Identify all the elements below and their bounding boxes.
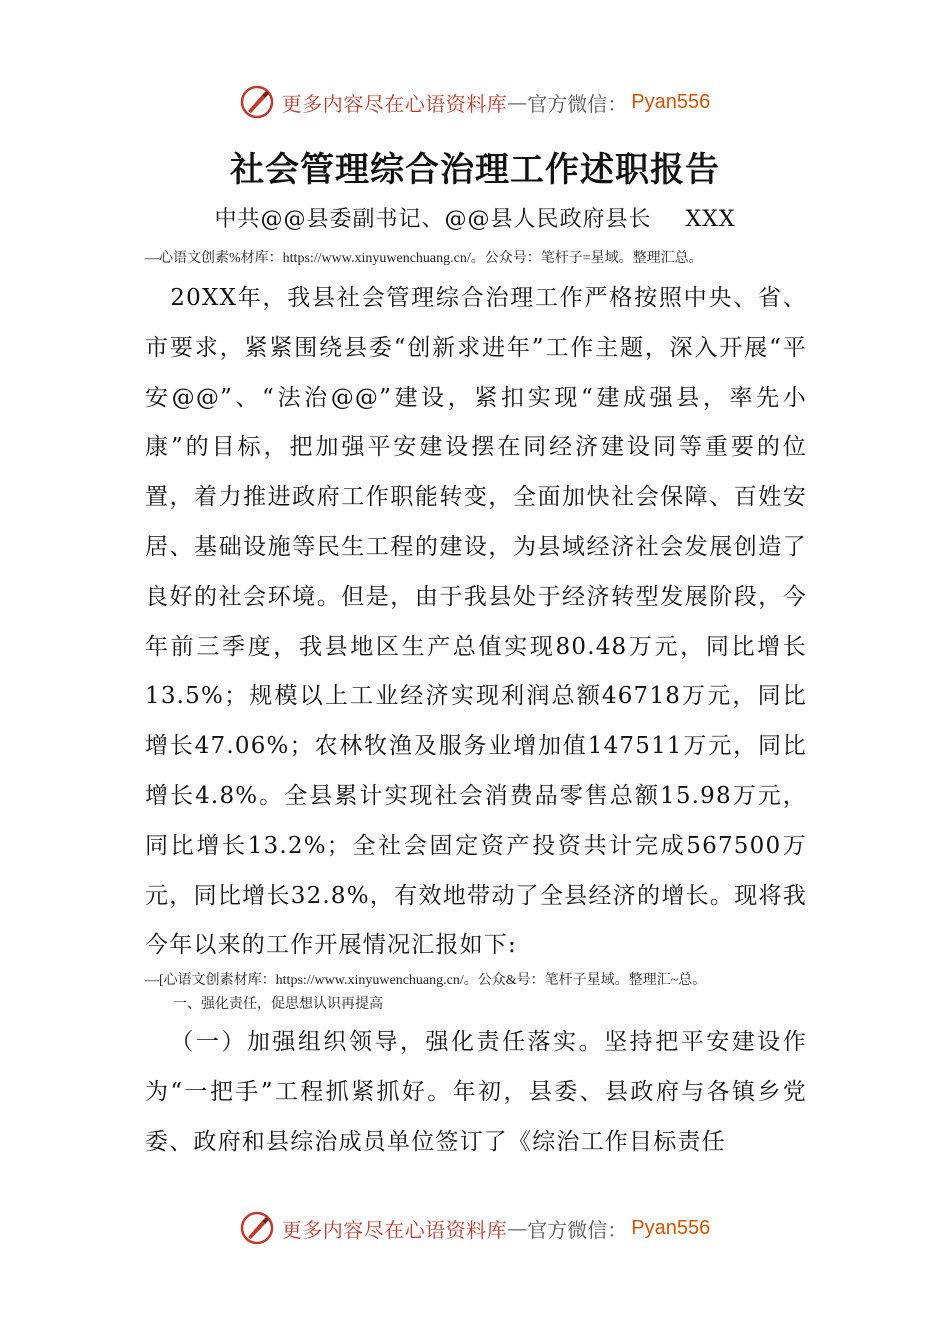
document-title: 社会管理综合治理工作述职报告 bbox=[230, 150, 720, 190]
pen-logo-icon bbox=[240, 85, 274, 119]
section-heading-1: 一、强化责任，促思想认识再提高 bbox=[173, 996, 383, 1012]
banner-wechat-label: 官方微信： bbox=[527, 1217, 628, 1242]
banner-text: 更多内容尽在心语资料库 bbox=[281, 1217, 508, 1242]
author-position: 中共@@县委副书记、@@县人民政府县长 bbox=[214, 207, 652, 232]
header-banner bbox=[0, 82, 950, 122]
banner-dash: — bbox=[507, 1216, 528, 1240]
footer-banner bbox=[0, 1208, 950, 1248]
pen-logo-icon bbox=[240, 1211, 274, 1245]
banner-wechat-id: Pyan556 bbox=[631, 90, 711, 113]
author-name: XXX bbox=[685, 207, 736, 232]
banner-wechat-label: 官方微信： bbox=[527, 91, 628, 116]
banner-dash: — bbox=[507, 90, 528, 114]
author-line bbox=[0, 202, 950, 233]
source-note-2: —[心语文创素材库：https://www.xinyuwenchuang.cn/。公众&号：笔杆子星域。整理汇~总。 bbox=[145, 973, 707, 988]
body-paragraph-1: 20XX年，我县社会管理综合治理工作严格按照中央、省、市要求，紧紧围绕县委“创新求进年”工作主题，深入开展“平安@@”、“法治@@”建设，紧扣实现“建成强县，率先小康”的目标，把加强平安建设摆在同经济建设同等重要的位置，着力推进政府工作职能转变，全面加快社会保障、百姓安居、基础设施等民生工程的建设，为县域经济社会发展创造了良好的社会环境。但是，由于我县处于经济转型发展阶段，今年前三季度，我县地区生产总值实现80.48万元，同比增长13.5%；规模以上工业经济实现利润总额46718万元，同比增长47.06%；农林牧渔及服务业增加值147511万元，同比增长4.8%。全县累计实现社会消费品零售总额15.98万元，同比增长13.2%；全社会固定资产投资共计完成567500万元，同比增长32.8%，有效地带动了全县经济的增长。现将我今年以来的工作开展情况汇报如下: bbox=[145, 285, 807, 959]
body-paragraph-2: （一）加强组织领导，强化责任落实。坚持把平安建设作为“一把手”工程抓紧抓好。年初，县委、县政府与各镇乡党委、政府和县综治成员单位签订了《综治工作目标责任 bbox=[145, 1029, 807, 1155]
source-note-1: —心语文创素%材库：https://www.xinyuwenchuang.cn/。公众号：笔杆子=星域。整理汇总。 bbox=[145, 251, 703, 266]
banner-wechat-id: Pyan556 bbox=[631, 1216, 711, 1239]
banner-text: 更多内容尽在心语资料库 bbox=[281, 91, 508, 116]
